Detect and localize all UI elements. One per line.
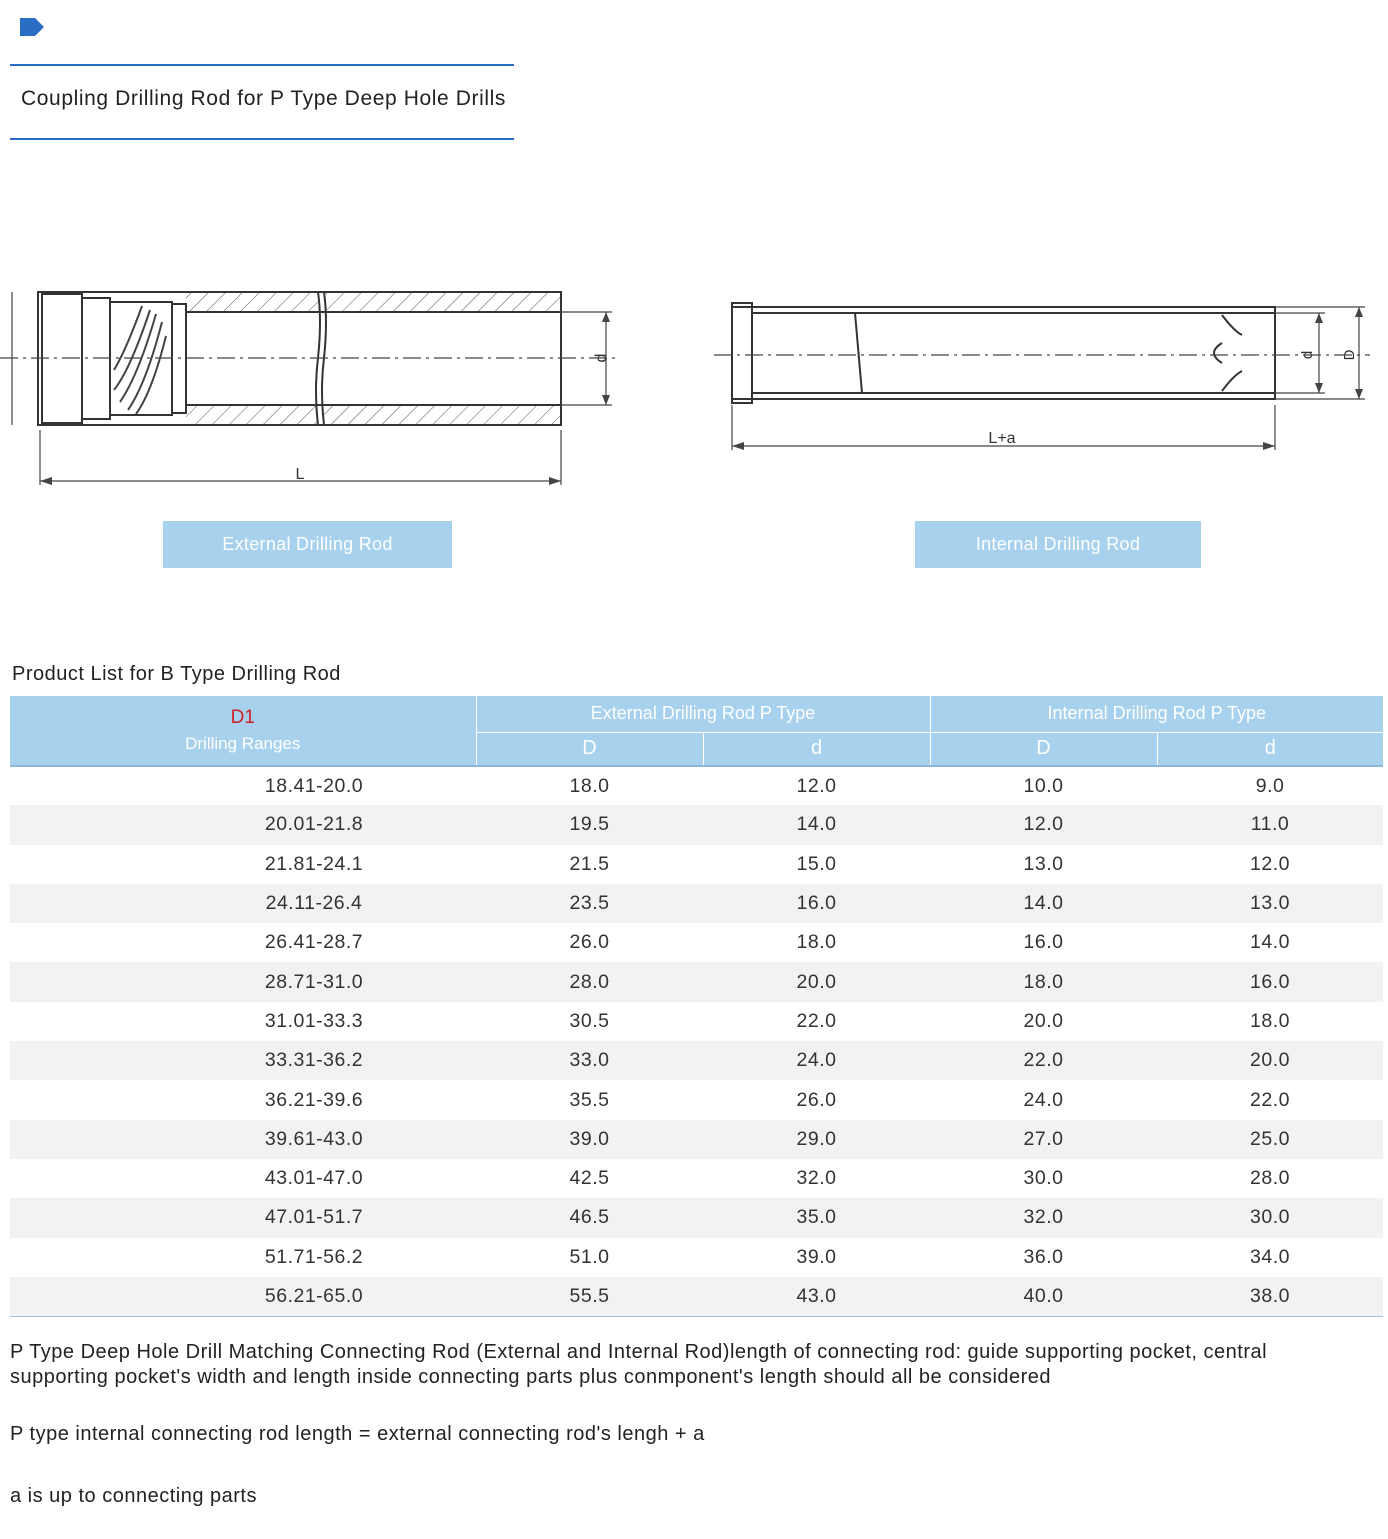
int-D-cell: 12.0 [930, 805, 1157, 844]
ext-D-cell: 46.5 [476, 1198, 703, 1237]
internal-length-label: L+a [988, 430, 1016, 447]
int-D-cell: 32.0 [930, 1198, 1157, 1237]
ext-d-cell: 14.0 [703, 805, 930, 844]
table-row [10, 1238, 1383, 1277]
table-row [10, 1198, 1383, 1237]
ext-D-cell: 19.5 [476, 805, 703, 844]
int-d-cell: 30.0 [1157, 1198, 1383, 1237]
title-rule-bottom [10, 138, 514, 140]
ext-D-cell: 35.5 [569, 1088, 610, 1111]
int-D-cell: 40.0 [930, 1277, 1157, 1316]
table-row [10, 962, 1383, 1001]
table-row [10, 845, 1383, 884]
product-list-title: Product List for B Type Drilling Rod [12, 663, 341, 685]
ext-d-cell: 43.0 [703, 1277, 930, 1316]
table-row [10, 805, 1383, 844]
range-cell: 24.11-26.4 [10, 884, 476, 923]
range-cell: 47.01-51.7 [10, 1198, 476, 1237]
int-D-cell: 14.0 [930, 884, 1157, 923]
ext-d-cell: 24.0 [703, 1041, 930, 1080]
int-D-cell: 16.0 [1023, 931, 1064, 954]
table-row [10, 1277, 1383, 1316]
table-row [10, 923, 1383, 962]
page-title: Coupling Drilling Rod for P Type Deep Hole Drills [21, 87, 507, 110]
ext-d-cell: 32.0 [796, 1167, 837, 1190]
int-D-cell: 30.0 [1023, 1167, 1064, 1190]
ext-d-cell: 20.0 [703, 962, 930, 1001]
ext-D-cell: 55.5 [476, 1277, 703, 1316]
d1-label: D1 [230, 706, 255, 728]
int-D-cell: 36.0 [1023, 1245, 1064, 1268]
int-d-cell: 13.0 [1157, 884, 1383, 923]
range-cell: 39.61-43.0 [10, 1120, 476, 1159]
range-column-header [10, 696, 476, 766]
ext-D-cell: 28.0 [476, 962, 703, 1001]
ext-d-cell: 16.0 [703, 884, 930, 923]
title-rule-top [10, 64, 514, 66]
ext-d-cell: 29.0 [703, 1120, 930, 1159]
drilling-ranges-label: Drilling Ranges [185, 733, 301, 753]
table-row [10, 766, 1383, 805]
internal-D-header: D [930, 732, 1157, 766]
range-cell: 18.41-20.0 [10, 766, 476, 805]
internal-D-label: D [1341, 349, 1358, 361]
range-cell: 43.01-47.0 [264, 1167, 364, 1190]
int-D-cell: 18.0 [930, 962, 1157, 1001]
range-cell: 36.21-39.6 [264, 1088, 364, 1111]
table-row [10, 1041, 1383, 1080]
range-cell: 56.21-65.0 [10, 1277, 476, 1316]
int-d-cell: 18.0 [1250, 1009, 1290, 1032]
product-table [10, 696, 1383, 1317]
ext-D-cell: 42.5 [569, 1167, 610, 1190]
int-d-cell: 11.0 [1157, 805, 1383, 844]
int-d-cell: 25.0 [1157, 1120, 1383, 1159]
ext-d-cell: 35.0 [703, 1198, 930, 1237]
range-cell: 51.71-56.2 [264, 1245, 364, 1268]
table-row [10, 1002, 1383, 1041]
range-cell: 21.81-24.1 [264, 852, 364, 875]
note-a-definition: a is up to connecting parts [10, 1485, 257, 1507]
ext-d-cell: 15.0 [796, 852, 837, 875]
note-connecting-rod-length: P Type Deep Hole Drill Matching Connecting Rod (External and Internal Rod)length of connecting rod: guide supporting pocket, central [10, 1341, 1268, 1363]
range-cell: 33.31-36.2 [10, 1041, 476, 1080]
ext-d-cell: 18.0 [796, 931, 837, 954]
internal-drilling-rod-drawing [710, 295, 1380, 455]
int-d-cell: 28.0 [1250, 1167, 1290, 1190]
note-internal-rod-formula: P type internal connecting rod length = external connecting rod's lengh + a [10, 1423, 705, 1445]
external-group-header: External Drilling Rod P Type [476, 696, 930, 732]
int-d-cell: 22.0 [1250, 1088, 1290, 1111]
int-d-cell: 12.0 [1250, 852, 1290, 875]
ext-D-cell: 39.0 [476, 1120, 703, 1159]
ext-D-cell: 33.0 [476, 1041, 703, 1080]
table-row [10, 1080, 1383, 1119]
flag-icon [20, 18, 44, 36]
int-D-cell: 24.0 [1023, 1088, 1064, 1111]
external-d-label: d [593, 353, 610, 363]
external-length-label: L [295, 466, 305, 483]
range-cell: 26.41-28.7 [264, 931, 364, 954]
internal-group-header: Internal Drilling Rod P Type [930, 696, 1383, 732]
int-d-cell: 38.0 [1157, 1277, 1383, 1316]
ext-d-cell: 26.0 [796, 1088, 837, 1111]
ext-d-cell: 22.0 [796, 1009, 837, 1032]
internal-d-header: d [1157, 732, 1383, 766]
int-D-cell: 22.0 [930, 1041, 1157, 1080]
table-row [10, 1120, 1383, 1159]
external-drilling-rod-drawing [0, 280, 630, 490]
external-D-header: D [476, 732, 703, 766]
internal-d-label: d [1299, 350, 1316, 360]
int-d-cell: 34.0 [1250, 1245, 1290, 1268]
int-D-cell: 27.0 [930, 1120, 1157, 1159]
int-d-cell: 9.0 [1157, 766, 1383, 805]
int-D-cell: 10.0 [930, 766, 1157, 805]
table-row [10, 1159, 1383, 1198]
int-d-cell: 16.0 [1157, 962, 1383, 1001]
int-D-cell: 13.0 [1023, 852, 1064, 875]
external-d-header: d [703, 732, 930, 766]
int-d-cell: 20.0 [1157, 1041, 1383, 1080]
range-cell: 28.71-31.0 [10, 962, 476, 1001]
ext-d-cell: 12.0 [703, 766, 930, 805]
external-drilling-rod-caption: External Drilling Rod [163, 521, 452, 568]
internal-drilling-rod-caption: Internal Drilling Rod [915, 521, 1201, 568]
ext-d-cell: 39.0 [796, 1245, 837, 1268]
ext-D-cell: 26.0 [569, 931, 610, 954]
int-D-cell: 20.0 [1023, 1009, 1064, 1032]
ext-D-cell: 51.0 [569, 1245, 610, 1268]
table-header-row [10, 696, 1383, 732]
ext-D-cell: 30.5 [569, 1009, 610, 1032]
range-cell: 20.01-21.8 [10, 805, 476, 844]
ext-D-cell: 18.0 [476, 766, 703, 805]
ext-D-cell: 21.5 [569, 852, 610, 875]
ext-D-cell: 23.5 [476, 884, 703, 923]
table-row [10, 884, 1383, 923]
range-cell: 31.01-33.3 [264, 1009, 364, 1032]
note-connecting-rod-length-cont: supporting pocket's width and length inside connecting parts plus conmponent's length should all be considered [10, 1366, 1052, 1388]
int-d-cell: 14.0 [1250, 931, 1290, 954]
